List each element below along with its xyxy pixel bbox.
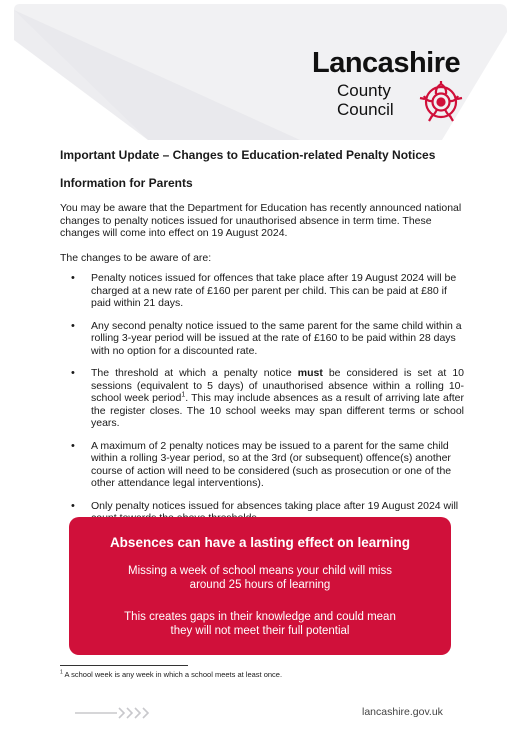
document-title: Important Update – Changes to Education-related Penalty Notices (60, 148, 436, 162)
callout-message-1: Missing a week of school means your child will miss around 25 hours of learning (128, 565, 392, 591)
changes-list (60, 272, 464, 525)
list-item: • A maximum of 2 penalty notices may be issued to a parent for the same child within a rolling 3-year period, so at the 3rd (or subsequent) offence(s) another course of action will need to be considered (such as prosecution or one of the other attendance legal interventions). (60, 440, 464, 490)
document-body (60, 148, 464, 535)
intro-paragraph: You may be aware that the Department for Education has recently announced national changes to penalty notices issued for unauthorised absence in term time. These changes will come into effect on 19 August 2024. (60, 202, 462, 239)
changes-intro: The changes to be aware of are: (60, 251, 212, 264)
bullet-text: The threshold at which a penalty notice (91, 367, 298, 379)
chevron-arrows-icon (75, 706, 165, 720)
footnote-text: A school week is any week in which a school meets at least once. (62, 670, 283, 679)
footnote-reference: 1 (181, 391, 186, 399)
logo-title: Lancashire (312, 47, 461, 79)
footnote-marker: 1 (60, 669, 63, 676)
list-item (60, 367, 464, 430)
list-item: • Penalty notices issued for offences that take place after 19 August 2024 will be charged at a new rate of £160 per parent per child. This can be paid at £80 if paid within 21 days. (60, 272, 464, 310)
callout-message-2: This creates gaps in their knowledge and could mean they will not meet their full potential (124, 611, 396, 637)
list-item: • Any second penalty notice issued to the same parent for the same child within a rolling 3-year period will be issued at the rate of £160 to be paid within 28 days with no option for a discounted rate. (60, 320, 464, 358)
document-subtitle: Information for Parents (60, 176, 193, 190)
logo-subtitle-council: Council (337, 100, 394, 119)
absence-callout-box (69, 517, 451, 655)
lancashire-county-council-logo (312, 47, 502, 127)
footnote (60, 670, 282, 679)
list-item: • Only penalty notices issued for absences taking place after 19 August 2024 will (60, 500, 464, 525)
bullet-text: . This may include absences as a result of arriving late after the register closes. The 10 school weeks may span different terms or school years. (91, 392, 464, 429)
bullet-emphasis: must (297, 367, 323, 379)
footnote-divider (60, 665, 188, 666)
callout-title: Absences can have a lasting effect on learning (109, 535, 411, 550)
footer-website-link[interactable]: lancashire.gov.uk (362, 706, 443, 718)
bullet-text: be considered is set at 10 sessions (equivalent to 5 days) of unauthorised absence within a rolling 10-school week period (91, 367, 465, 404)
logo-subtitle-county: County (337, 81, 391, 100)
red-rose-icon (416, 80, 466, 124)
